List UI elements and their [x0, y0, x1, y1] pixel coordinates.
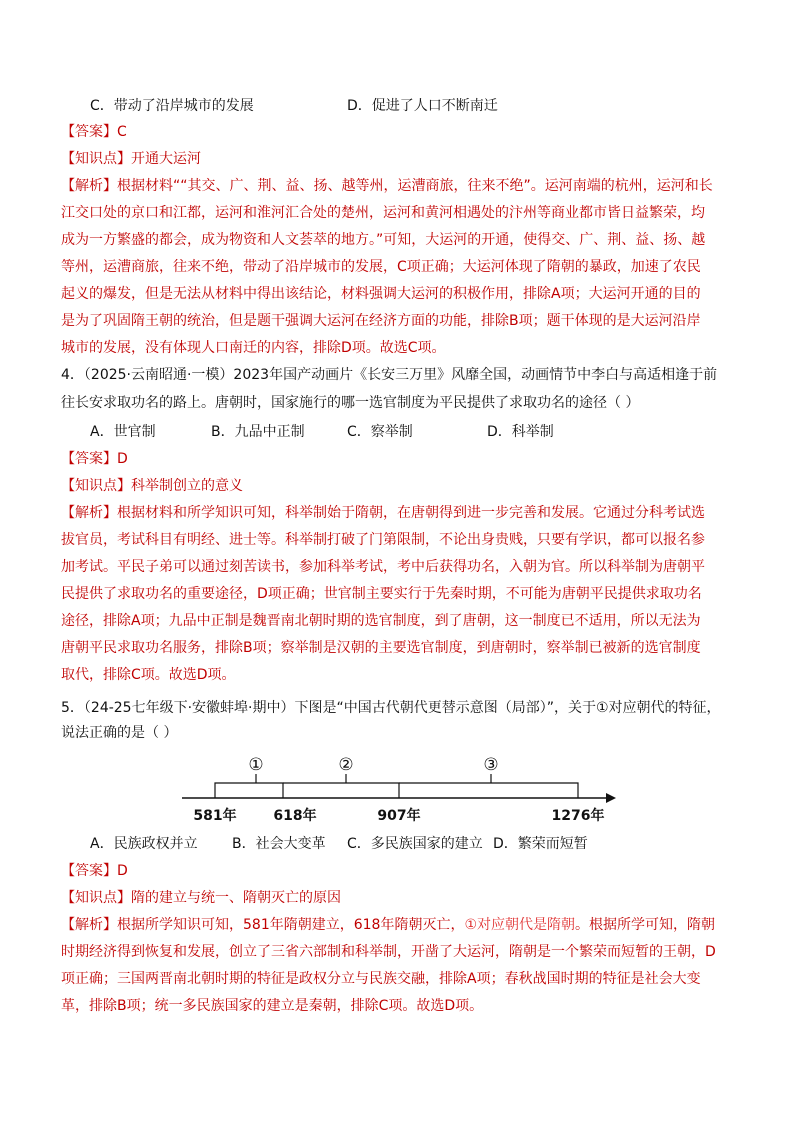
- q4-analysis-line: 民提供了求取功名的重要途径，D项正确；世官制主要实行于先秦时期，不可能为唐朝平民提供求取功名: [61, 586, 702, 602]
- q4-analysis-line: 取代，排除C项。故选D项。: [61, 667, 236, 683]
- marker-3: ③: [483, 755, 499, 775]
- analysis-highlight: ①对应朝代是隋朝: [464, 917, 576, 933]
- marker-1: ①: [248, 755, 264, 775]
- analysis-text: 根据材料““其交、广、荆、益、扬、越等州，运漕商旅，往来不绝”。运河南端的杭州，运河和长: [117, 178, 713, 194]
- q4-option-d: D．科举制: [487, 424, 554, 440]
- knowledge-tag: 【知识点】: [61, 478, 131, 494]
- analysis-tag: 【解析】: [61, 178, 117, 194]
- q5-option-c: C．多民族国家的建立: [347, 836, 483, 852]
- year-label-907: 907年: [377, 808, 421, 824]
- q4-option-a: A．世官制: [90, 424, 156, 440]
- q5-knowledge-row: [61, 888, 341, 908]
- q5-stem-line: 说法正确的是（ ）: [61, 725, 178, 741]
- q5-answer-row: [61, 861, 128, 881]
- q5-analysis-line: [61, 915, 715, 935]
- q3-knowledge: 开通大运河: [131, 151, 201, 167]
- q3-answer: C: [117, 124, 127, 140]
- period-box-1: [215, 783, 283, 798]
- q5-stem-line: 5．（24-25七年级下·安徽蚌埠·期中）下图是“中国古代朝代更替示意图（局部）”，关于①对应朝代的特征，: [61, 700, 721, 716]
- q5-analysis-line: 革，排除B项；统一多民族国家的建立是秦朝，排除C项。故选D项。: [61, 998, 484, 1014]
- q3-analysis-line: 成为一方繁盛的都会，成为物资和人文荟萃的地方。”可知，大运河的开通，使得交、广、荆、益、扬、越: [61, 232, 706, 248]
- q3-analysis-line: 起义的爆发，但是无法从材料中得出该结论，材料强调大运河的积极作用，排除A项；大运河开通的目的: [61, 286, 701, 302]
- year-label-1276: 1276年: [551, 808, 605, 824]
- knowledge-tag: 【知识点】: [61, 151, 131, 167]
- period-box-3: [399, 783, 578, 798]
- q4-answer-row: [61, 449, 128, 469]
- q3-analysis-line: 等州，运漕商旅，往来不绝，带动了沿岸城市的发展，C项正确；大运河体现了隋朝的暴政，加速了农民: [61, 259, 701, 275]
- q3-answer-row: [61, 122, 127, 142]
- timeline-arrow: [606, 793, 616, 803]
- dynasty-timeline: [170, 748, 630, 828]
- q3-knowledge-row: [61, 149, 201, 169]
- q3-analysis-line: 江交口处的京口和江都，运河和淮河汇合处的楚州，运河和黄河相遇处的汴州等商业都市皆日益繁荣，均: [61, 205, 705, 221]
- answer-tag: 【答案】: [61, 451, 117, 467]
- analysis-text: 根据材料和所学知识可知，科举制始于隋朝，在唐朝得到进一步完善和发展。它通过分科考试选: [117, 505, 705, 521]
- q5-knowledge: 隋的建立与统一、隋朝灭亡的原因: [131, 890, 341, 906]
- q5-analysis-line: 项正确；三国两晋南北朝时期的特征是政权分立与民族交融，排除A项；春秋战国时期的特征是社会大变: [61, 971, 701, 987]
- knowledge-tag: 【知识点】: [61, 890, 131, 906]
- q3-option-d: D．促进了人口不断南迁: [347, 98, 498, 114]
- q5-answer: D: [117, 863, 128, 879]
- analysis-text: 。根据所学可知，隋朝: [575, 917, 716, 933]
- q4-analysis-line: 加考试。平民子弟可以通过刻苦读书，参加科举考试，考中后获得功名，入朝为官。所以科举制为唐朝平: [61, 559, 705, 575]
- q4-analysis-line: 唐朝平民求取功名服务，排除B项；察举制是汉朝的主要选官制度，到唐朝时，察举制已被新的选官制度: [61, 640, 701, 656]
- q4-knowledge: 科举制创立的意义: [131, 478, 243, 494]
- analysis-tag: 【解析】: [61, 917, 117, 933]
- q5-option-d: D．繁荣而短暂: [493, 836, 588, 852]
- q4-answer: D: [117, 451, 128, 467]
- q4-option-b: B．九品中正制: [211, 424, 305, 440]
- q4-option-c: C．察举制: [347, 424, 413, 440]
- q4-analysis-line: [61, 503, 705, 523]
- year-label-618: 618年: [273, 808, 317, 824]
- analysis-text: 根据所学知识可知，581年隋朝建立，618年隋朝灭亡，: [117, 917, 465, 933]
- q5-analysis-line: 时期经济得到恢复和发展，创立了三省六部制和科举制，开凿了大运河，隋朝是一个繁荣而短暂的王朝，D: [61, 944, 716, 960]
- analysis-tag: 【解析】: [61, 505, 117, 521]
- answer-tag: 【答案】: [61, 124, 117, 140]
- q4-analysis-line: 途径，排除A项；九品中正制是魏晋南北朝时期的选官制度，到了唐朝，这一制度已不适用，所以无法为: [61, 613, 701, 629]
- q3-option-c: C．带动了沿岸城市的发展: [90, 98, 254, 114]
- q4-stem-line: 往长安求取功名的路上。唐朝时，国家施行的哪一选官制度为平民提供了求取功名的途径（ ）: [61, 395, 640, 411]
- q4-analysis-line: 拔官员，考试科目有明经、进士等。科举制打破了门第限制，不论出身贵贱，只要有学识，都可以报名参: [61, 532, 705, 548]
- q5-option-b: B．社会大变革: [232, 836, 326, 852]
- q4-knowledge-row: [61, 476, 243, 496]
- q4-stem-line: 4．（2025·云南昭通·一模）2023年国产动画片《长安三万里》风靡全国，动画情节中李白与高适相逢于前: [61, 367, 718, 383]
- answer-tag: 【答案】: [61, 863, 117, 879]
- period-box-2: [283, 783, 399, 798]
- q5-option-a: A．民族政权并立: [90, 836, 198, 852]
- year-label-581: 581年: [193, 808, 237, 824]
- q3-analysis-line: 是为了巩固隋王朝的统治，但是题干强调大运河在经济方面的功能，排除B项；题干体现的是大运河沿岸: [61, 313, 701, 329]
- q3-analysis-line: [61, 176, 713, 196]
- q3-analysis-line: 城市的发展，没有体现人口南迁的内容，排除D项。故选C项。: [61, 340, 446, 356]
- marker-2: ②: [338, 755, 354, 775]
